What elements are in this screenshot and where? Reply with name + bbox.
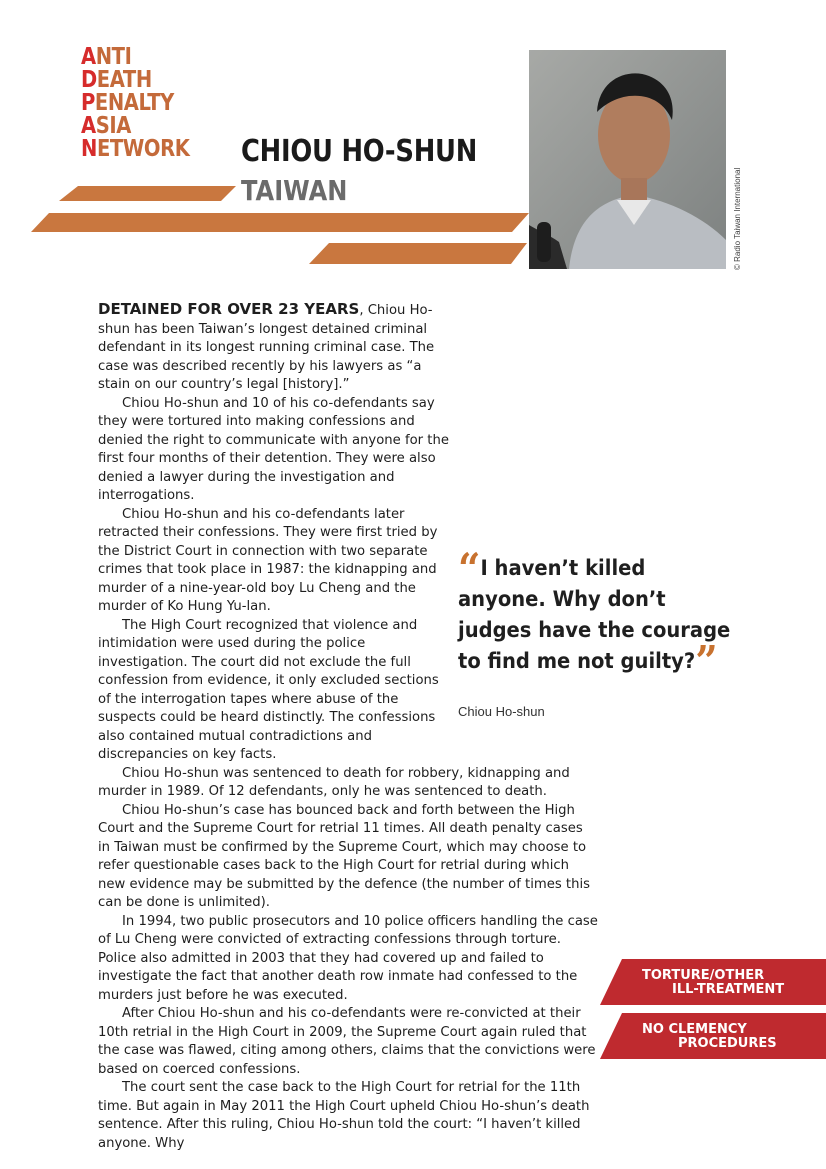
- tag-torture-line-2: ILL-TREATMENT: [672, 982, 785, 997]
- close-quote-mark: ”: [695, 637, 718, 686]
- portrait-photo: [529, 50, 726, 269]
- paragraph-2: Chiou Ho-shun and 10 of his co-defendants say they were tortured into making confessions and denied the right to communicate with anyone for the first four months of their detention. They were also denied a lawyer during the investigation and interrogations.: [98, 395, 449, 503]
- photo-credit: © Radio Taiwan International: [733, 167, 742, 270]
- paragraph-5: Chiou Ho-shun was sentenced to death for robbery, kidnapping and murder in 1989. Of 12 defendants, only he was sentenced to death.: [98, 765, 570, 799]
- band-lower: [309, 243, 527, 264]
- logo-line-penalty: PENALTY: [81, 90, 174, 116]
- pullquote-attribution: Chiou Ho-shun: [458, 704, 545, 719]
- paragraph-3: Chiou Ho-shun and his co-defendants later retracted their confessions. They were first tried by the District Court in connection with two separate crimes that took place in 1987: the kidnapping and murder of a nine-year-old boy Lu Cheng and the murder of Ko Hung Yu-lan.: [98, 506, 438, 614]
- paragraph-1-text: , Chiou Ho-shun has been Taiwan’s longest detained criminal defendant in its longest running criminal case. The case was described recently by his lawyers as “a stain on our country’s legal [history].”: [98, 303, 435, 392]
- paragraph-7: In 1994, two public prosecutors and 10 police officers handling the case of Lu Cheng were convicted of extracting confessions through torture. Police also admitted in 2003 that they had covered up and failed to investigate the fact that another death row inmate had confessed to the murders just before he was executed.: [98, 913, 598, 1003]
- tag-torture: [600, 959, 826, 1003]
- band-short: [59, 186, 236, 201]
- paragraph-6: Chiou Ho-shun’s case has bounced back and forth between the High Court and the Supreme Court for retrial 11 times. All death penalty cases in Taiwan must be confirmed by the Supreme Court, which may choose to refer questionable cases back to the High Court for retrial during which new evidence may be submitted by the defence (the number of times this can be done is unlimited).: [98, 802, 590, 910]
- pullquote-text: I haven’t killed anyone. Why don’t judges have the courage to find me not guilty?: [458, 556, 731, 673]
- logo-line-network: NETWORK: [81, 136, 190, 162]
- paragraph-8: After Chiou Ho-shun and his co-defendants were re-convicted at their 10th retrial in the High Court in 2009, the Supreme Court again ruled that the case was flawed, citing among others, claims that the convictions were based on coerced confessions.: [98, 1006, 596, 1077]
- pullquote: [458, 544, 737, 686]
- tag-no-clemency-line-1: NO CLEMENCY: [642, 1022, 747, 1037]
- tag-no-clemency: [600, 1013, 826, 1057]
- paragraph-4: The High Court recognized that violence and intimidation were used during the police investigation. The court did not exclude the full confession from evidence, it only excluded sections of the interrogation tapes where abuse of the suspects could be heard distinctly. The confessions also contained mutual contradictions and discrepancies on key facts.: [98, 617, 439, 762]
- logo-line-anti: ANTI: [81, 44, 132, 70]
- paragraph-9: The court sent the case back to the High Court for retrial for the 11th time. But again in May 2011 the High Court upheld Chiou Ho-shun’s death sentence. After this ruling, Chiou Ho-shun told the court: “I haven’t killed anyone. Why: [98, 1080, 590, 1151]
- page-title: CHIOU HO-SHUN: [241, 134, 478, 169]
- logo-line-asia: ASIA: [81, 113, 131, 139]
- lead-in: DETAINED FOR OVER 23 YEARS: [98, 300, 360, 318]
- tag-torture-line-1: TORTURE/OTHER: [642, 968, 765, 983]
- logo-line-death: DEATH: [81, 67, 152, 93]
- tag-no-clemency-line-2: PROCEDURES: [678, 1036, 777, 1051]
- open-quote-mark: “: [458, 544, 481, 593]
- band-long: [31, 213, 529, 232]
- article-body: [98, 300, 598, 1153]
- paragraph-1: [98, 300, 598, 395]
- country-subtitle: TAIWAN: [241, 174, 348, 207]
